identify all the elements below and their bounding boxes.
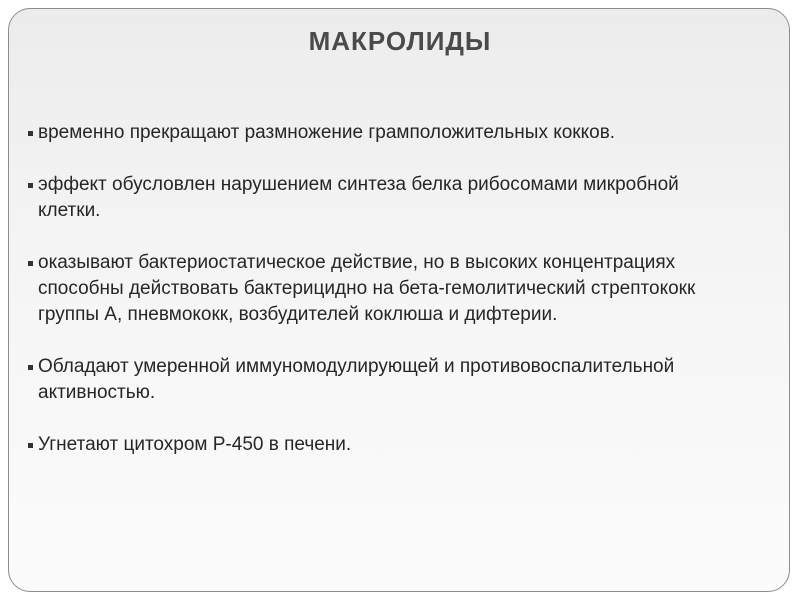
bullet-text: Обладают умеренной иммуномодулирующей и противовоспалительной активностью. — [38, 356, 675, 403]
bullet-item — [24, 120, 744, 146]
square-bullet-icon — [28, 131, 33, 136]
bullet-text: временно прекращают размножение грамположительных кокков. — [38, 122, 616, 143]
square-bullet-icon — [28, 183, 33, 188]
square-bullet-icon — [28, 443, 33, 448]
bullet-item — [24, 250, 744, 328]
bullet-item — [24, 172, 744, 224]
bullet-text: эффект обусловлен нарушением синтеза белка рибосомами микробной клетки. — [38, 174, 679, 221]
bullet-item — [24, 432, 744, 458]
slide-title: МАКРОЛИДЫ — [308, 26, 492, 56]
bullet-text: Угнетают цитохром Р-450 в печени. — [38, 434, 352, 455]
square-bullet-icon — [28, 365, 33, 370]
square-bullet-icon — [28, 261, 33, 266]
bullet-list — [24, 120, 744, 484]
bullet-text: оказывают бактериостатическое действие, но в высоких концентрациях способны действовать бактерицидно на бета-гемолитический стрептококк группы А, пневмококк, возбудителей коклюша и дифтерии. — [38, 252, 696, 325]
bullet-item — [24, 354, 744, 406]
